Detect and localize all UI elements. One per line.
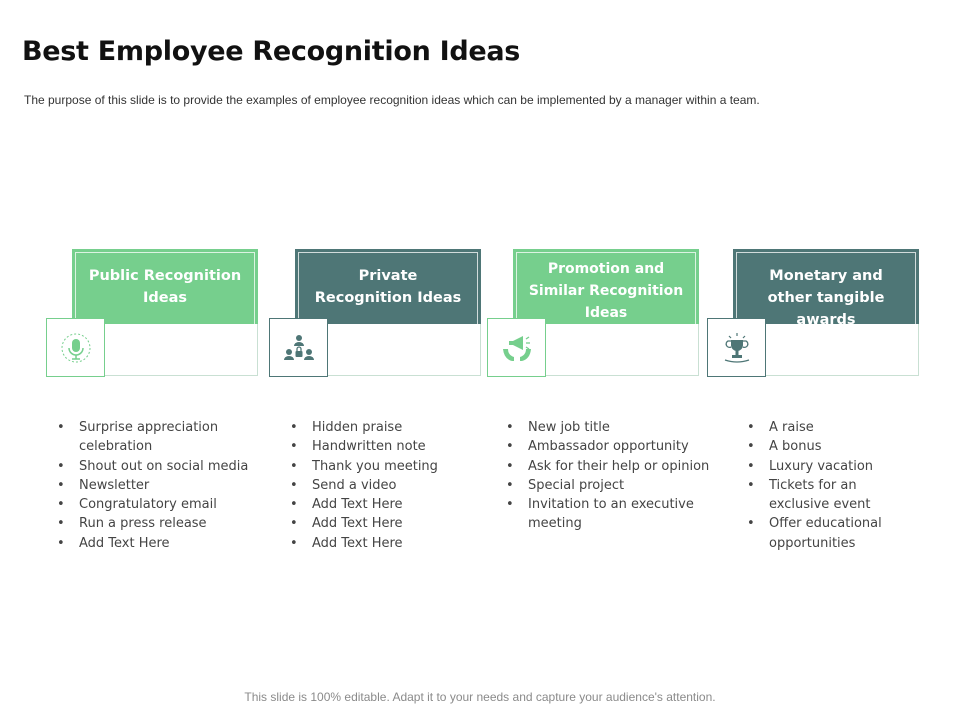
list-item: • Add Text Here xyxy=(288,534,488,553)
card-monetary-awards xyxy=(733,249,919,376)
icon-box xyxy=(707,318,766,377)
list-item: • Send a video xyxy=(288,476,488,495)
card-private-recognition xyxy=(295,249,481,376)
list-item: • Invitation to an executive meeting xyxy=(504,495,719,534)
team-lock-icon xyxy=(282,331,316,365)
list-item: • Congratulatory email xyxy=(55,495,260,514)
list-item: • Thank you meeting xyxy=(288,457,488,476)
card-list-private xyxy=(288,418,488,553)
list-item: • Handwritten note xyxy=(288,437,488,456)
list-item: • A bonus xyxy=(745,437,915,456)
card-public-recognition xyxy=(72,249,258,376)
card-list-monetary xyxy=(745,418,915,553)
card-list-promotion xyxy=(504,418,719,534)
list-item: • Tickets for an exclusive event xyxy=(745,476,915,515)
microphone-icon xyxy=(59,331,93,365)
icon-box xyxy=(269,318,328,377)
card-heading: Private Recognition Ideas xyxy=(295,249,481,324)
list-item: • Ask for their help or opinion xyxy=(504,457,719,476)
trophy-icon xyxy=(720,331,754,365)
card-promotion-recognition xyxy=(513,249,699,376)
card-heading: Public Recognition Ideas xyxy=(72,249,258,324)
list-item: • Luxury vacation xyxy=(745,457,915,476)
list-item: • Add Text Here xyxy=(288,514,488,533)
page-subtitle: The purpose of this slide is to provide the examples of employee recognition ideas which can be implemented by a manager within a team. xyxy=(24,93,760,107)
list-item: • Newsletter xyxy=(55,476,260,495)
list-item: • Add Text Here xyxy=(55,534,260,553)
page-title: Best Employee Recognition Ideas xyxy=(22,36,521,67)
list-item: • Hidden praise xyxy=(288,418,488,437)
list-item: • Special project xyxy=(504,476,719,495)
list-item: • Ambassador opportunity xyxy=(504,437,719,456)
list-item: • Run a press release xyxy=(55,514,260,533)
list-item: • Shout out on social media xyxy=(55,457,260,476)
icon-box xyxy=(46,318,105,377)
footer-note: This slide is 100% editable. Adapt it to your needs and capture your audience's attention. xyxy=(244,690,716,704)
list-item: • Offer educational opportunities xyxy=(745,514,915,553)
list-item: • New job title xyxy=(504,418,719,437)
card-heading: Monetary and other tangible awards xyxy=(733,249,919,324)
list-item: • Add Text Here xyxy=(288,495,488,514)
list-item: • Surprise appreciation celebration xyxy=(55,418,260,457)
list-item: • A raise xyxy=(745,418,915,437)
icon-box xyxy=(487,318,546,377)
card-list-public xyxy=(55,418,260,553)
megaphone-hands-icon xyxy=(500,331,534,365)
card-heading: Promotion and Similar Recognition Ideas xyxy=(513,249,699,324)
